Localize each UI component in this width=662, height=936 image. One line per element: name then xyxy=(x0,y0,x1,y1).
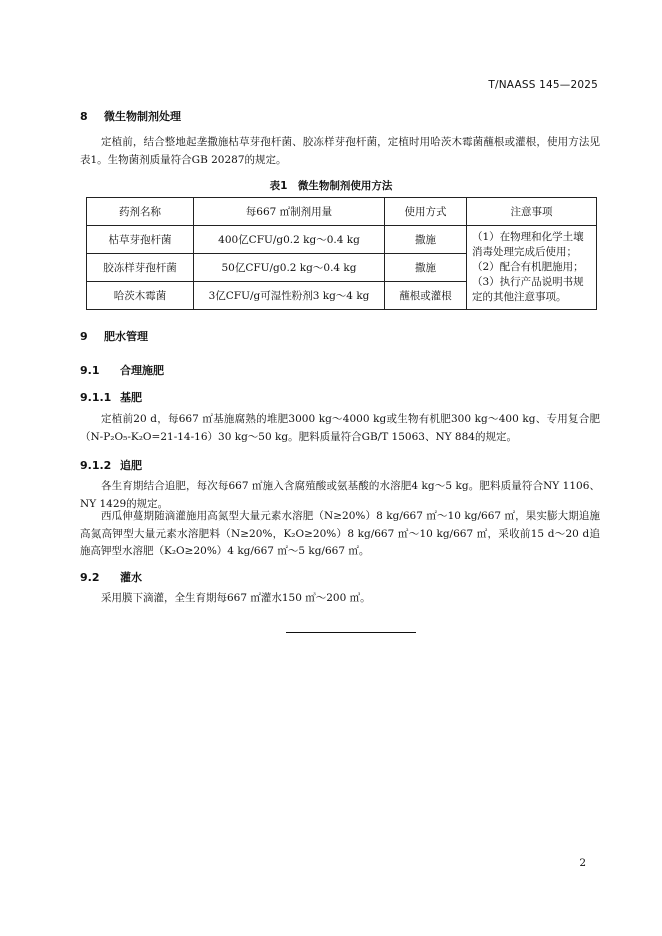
note-line: （3）执行产品说明书规定的其他注意事项。 xyxy=(472,276,584,303)
header-cell: 注意事项 xyxy=(467,198,597,226)
section-9-1-2-heading xyxy=(80,457,142,473)
section-9-1-1-paragraph: 定植前20 d，每667 ㎡基施腐熟的堆肥3000 kg～4000 kg或生物有机肥300 kg～400 kg、专用复合肥（N-P₂O₅-K₂O=21-14-16）30 kg～50 kg。肥料质量符合GB/T 15063、NY 884的规定。 xyxy=(80,413,600,443)
section-title: 微生物制剂处理 xyxy=(104,110,181,123)
standard-code: T/NAASS 145—2025 xyxy=(488,79,598,91)
section-title: 基肥 xyxy=(120,391,142,404)
microbial-agent-table xyxy=(86,197,597,310)
header-cell: 每667 ㎡制剂用量 xyxy=(194,198,385,226)
section-title: 肥水管理 xyxy=(104,330,148,343)
section-8-heading xyxy=(80,108,181,124)
table-caption: 表1 微生物制剂使用方法 xyxy=(269,180,393,192)
end-rule xyxy=(286,632,416,633)
section-9-1-2-paragraph-2: 西瓜伸蔓期随滴灌施用高氮型大量元素水溶肥（N≥20%）8 kg/667 ㎡～10 kg/667 ㎡，果实膨大期追施高氮高钾型大量元素水溶肥料（N≥20%，K₂O≥20%）8 kg/667 ㎡～10 kg/667 ㎡，采收前15 d～20 d追施高钾型水溶肥（K₂O≥20%）4 kg/667 ㎡～5 kg/667 ㎡。 xyxy=(80,510,600,557)
section-number: 8 xyxy=(80,110,88,123)
section-number: 9.1.2 xyxy=(80,459,112,472)
section-9-2-paragraph: 采用膜下滴灌，全生育期每667 ㎡灌水150 ㎥～200 ㎥。 xyxy=(101,592,371,604)
table-cell: 400亿CFU/g0.2 kg～0.4 kg xyxy=(194,226,385,254)
table-cell: 撒施 xyxy=(385,254,467,282)
table-cell: 胶冻样芽孢杆菌 xyxy=(87,254,194,282)
table-row xyxy=(87,226,597,254)
section-number: 9.2 xyxy=(80,571,100,584)
section-9-1-heading xyxy=(80,362,164,378)
section-9-1-2-paragraph-1: 各生育期结合追肥，每次每667 ㎡施入含腐殖酸或氨基酸的水溶肥4 kg～5 kg。肥料质量符合NY 1106、NY 1429的规定。 xyxy=(80,480,600,510)
section-title: 合理施肥 xyxy=(120,364,164,377)
section-9-1-1-heading xyxy=(80,389,142,405)
table-cell: 50亿CFU/g0.2 kg～0.4 kg xyxy=(194,254,385,282)
table-cell: 枯草芽孢杆菌 xyxy=(87,226,194,254)
section-number: 9.1 xyxy=(80,364,100,377)
section-number: 9.1.1 xyxy=(80,391,112,404)
section-9-2-heading xyxy=(80,569,142,585)
note-line: （2）配合有机肥施用； xyxy=(472,261,584,273)
table-cell: 3亿CFU/g可湿性粉剂3 kg～4 kg xyxy=(194,282,385,310)
page-number: 2 xyxy=(579,857,586,869)
table-header-row xyxy=(87,198,597,226)
header-cell: 使用方式 xyxy=(385,198,467,226)
section-9-heading xyxy=(80,328,148,344)
header-cell: 药剂名称 xyxy=(87,198,194,226)
notes-cell xyxy=(467,226,597,310)
section-title: 追肥 xyxy=(120,459,142,472)
note-line: （1）在物理和化学土壤消毒处理完成后使用； xyxy=(472,231,584,258)
table-cell: 撒施 xyxy=(385,226,467,254)
section-number: 9 xyxy=(80,330,88,343)
table-cell: 哈茨木霉菌 xyxy=(87,282,194,310)
section-8-paragraph: 定植前，结合整地起垄撒施枯草芽孢杆菌、胶冻样芽孢杆菌，定植时用哈茨木霉菌蘸根或灌根，使用方法见表1。生物菌剂质量符合GB 20287的规定。 xyxy=(80,136,600,166)
table-cell: 蘸根或灌根 xyxy=(385,282,467,310)
section-title: 灌水 xyxy=(120,571,142,584)
